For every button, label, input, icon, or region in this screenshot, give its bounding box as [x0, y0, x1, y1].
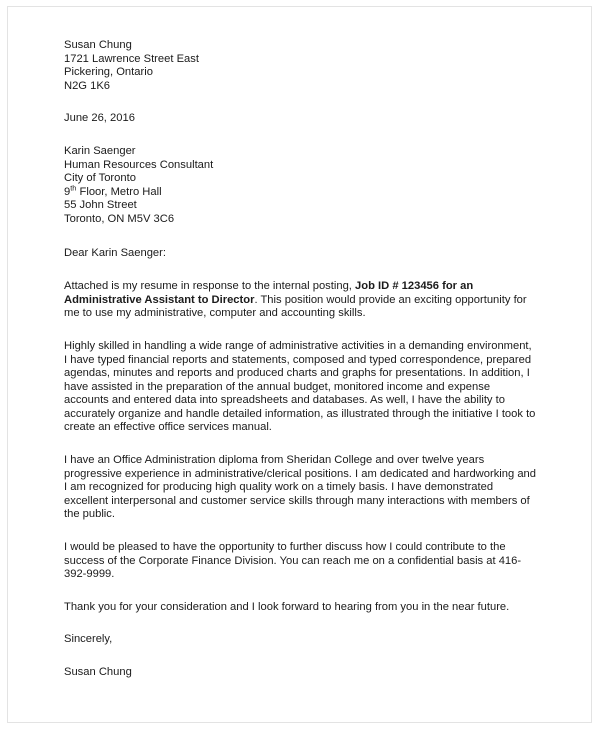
sender-name: Susan Chung	[64, 39, 132, 51]
paragraph-1-text-after-bold: . This position would provide an exciting opportunity for me to use my administrative, computer and accounting skills.	[64, 293, 527, 320]
paragraph-1-text-before-bold: Attached is my resume in response to the internal posting,	[64, 280, 356, 293]
recipient-name: Karin Saenger	[64, 144, 136, 157]
spacer-paragraph-1-2	[64, 321, 536, 340]
job-posting-reference: Job ID # 123456 for an Administrative Assistant to Director	[64, 280, 474, 306]
body-paragraph-5: Thank you for your consideration and I look forward to hearing from you in the near future.	[64, 600, 510, 613]
spacer-salutation-body	[64, 260, 536, 280]
spacer-recipient-salutation	[64, 227, 536, 247]
spacer-paragraph-3-4	[64, 522, 536, 541]
body-paragraph-2: Highly skilled in handling a wide range of administrative activities in a demanding environment, I have typed financial reports and statements, composed and typed correspondence, prepared agendas, minutes and reports and produced charts and graphs for presentations. In addition, I have assisted in the preparation of the annual budget, monitored income and expense accounts and entered data into spreadsheets and databases. As well, I have the ability to accurately organize and handle detailed information, as illustrated through the initiative I took to create an effective office services manual.	[64, 339, 536, 434]
body-paragraph-3: I have an Office Administration diploma from Sheridan College and over twelve years progressive experience in administrative/clerical positions. I am dedicated and hardworking and I am recognized for producing high quality work on a timely basis. I have demonstrated excellent interpersonal and customer service skills through many interactions with members of the public.	[64, 454, 536, 521]
recipient-organization: City of Toronto	[64, 172, 136, 185]
spacer-paragraph-2-3	[64, 435, 536, 454]
recipient-city-province-postal: Toronto, ON M5V 3C6	[64, 212, 175, 225]
recipient-address-block	[64, 145, 536, 227]
spacer-paragraph-4-5	[64, 582, 536, 601]
recipient-street: 55 John Street	[64, 199, 137, 212]
spacer-date-recipient	[64, 126, 536, 145]
recipient-floor-number: 9	[64, 185, 71, 198]
body-paragraph-1	[64, 280, 536, 321]
sender-city-province: Pickering, Ontario	[64, 66, 153, 79]
closing-salutation: Sincerely,	[64, 633, 113, 646]
signature-name: Susan Chung	[64, 666, 132, 678]
recipient-title: Human Resources Consultant	[64, 158, 214, 171]
recipient-floor-rest: Floor, Metro Hall	[76, 185, 162, 198]
document-page	[7, 6, 592, 723]
salutation: Dear Karin Saenger:	[64, 246, 166, 259]
sender-address-block	[64, 39, 536, 93]
spacer-sender-date	[64, 93, 536, 112]
recipient-floor-ordinal-suffix: th	[70, 183, 77, 193]
sender-postal-code: N2G 1K6	[64, 79, 111, 92]
sender-street: 1721 Lawrence Street East	[64, 52, 199, 65]
body-paragraph-4: I would be pleased to have the opportunity to further discuss how I could contribute to the success of the Corporate Finance Division. You can reach me on a confidential basis at 416-392-9999.	[64, 541, 522, 581]
spacer-closing-signature	[64, 647, 536, 666]
letter-body	[64, 39, 536, 680]
recipient-floor	[64, 183, 536, 200]
spacer-body-closing	[64, 614, 536, 633]
letter-date: June 26, 2016	[64, 112, 135, 125]
